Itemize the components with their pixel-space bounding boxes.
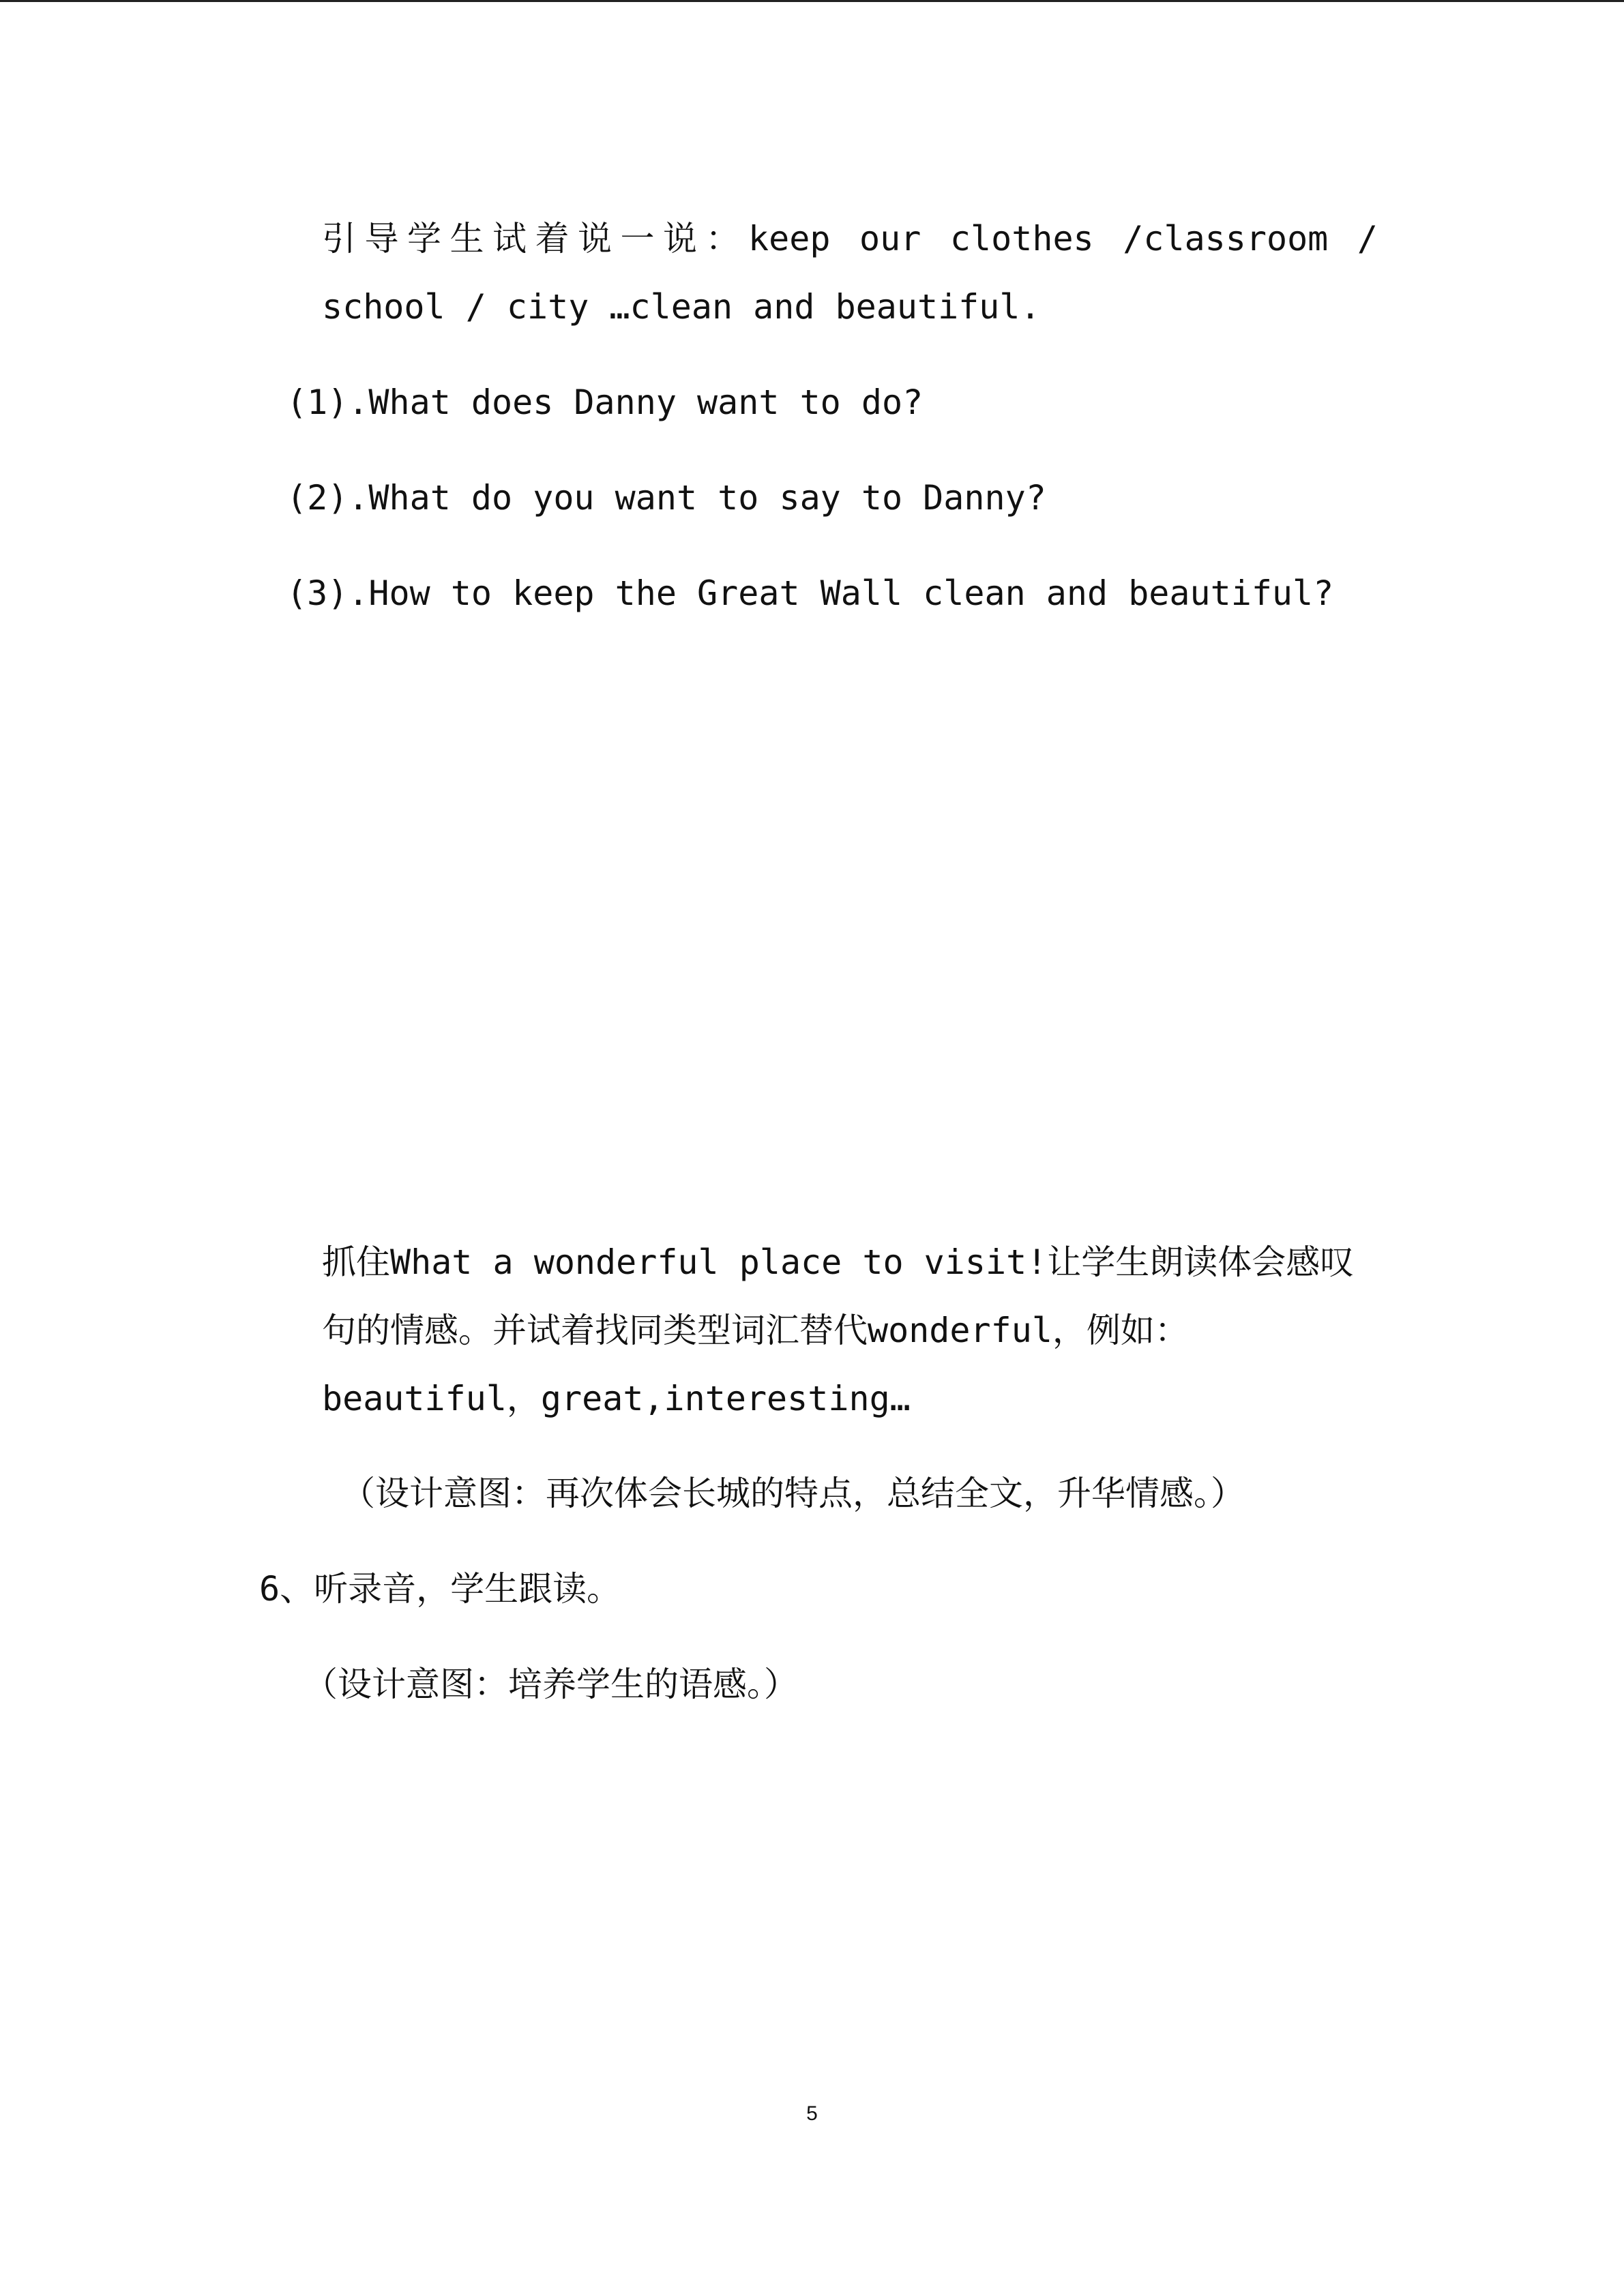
design-intent-2: （设计意图：培养学生的语感。） [304,1665,798,1704]
block1-line1: 引导学生试着说一说：keep our clothes /classroom / [322,219,1378,258]
question-1: (1).What does Danny want to do? [286,383,924,422]
block2-line3: beautiful，great,interesting… [322,1379,911,1418]
step-6-heading: 6、听录音，学生跟读。 [259,1569,621,1609]
block2-line2: 句的情感。并试着找同类型词汇替代wonderful，例如： [322,1311,1189,1350]
question-3: (3).How to keep the Great Wall clean and beautiful? [286,573,1334,613]
design-intent-1: （设计意图：再次体会长城的特点，总结全文，升华情感。） [341,1474,1245,1513]
block1-line2: school / city …clean and beautiful. [322,287,1041,327]
question-2: (2).What do you want to say to Danny? [286,478,1046,518]
block2-line1: 抓住What a wonderful place to visit!让学生朗读体会感叹 [322,1242,1355,1282]
page-number: 5 [806,2102,818,2125]
top-border-rule [0,0,1624,2]
